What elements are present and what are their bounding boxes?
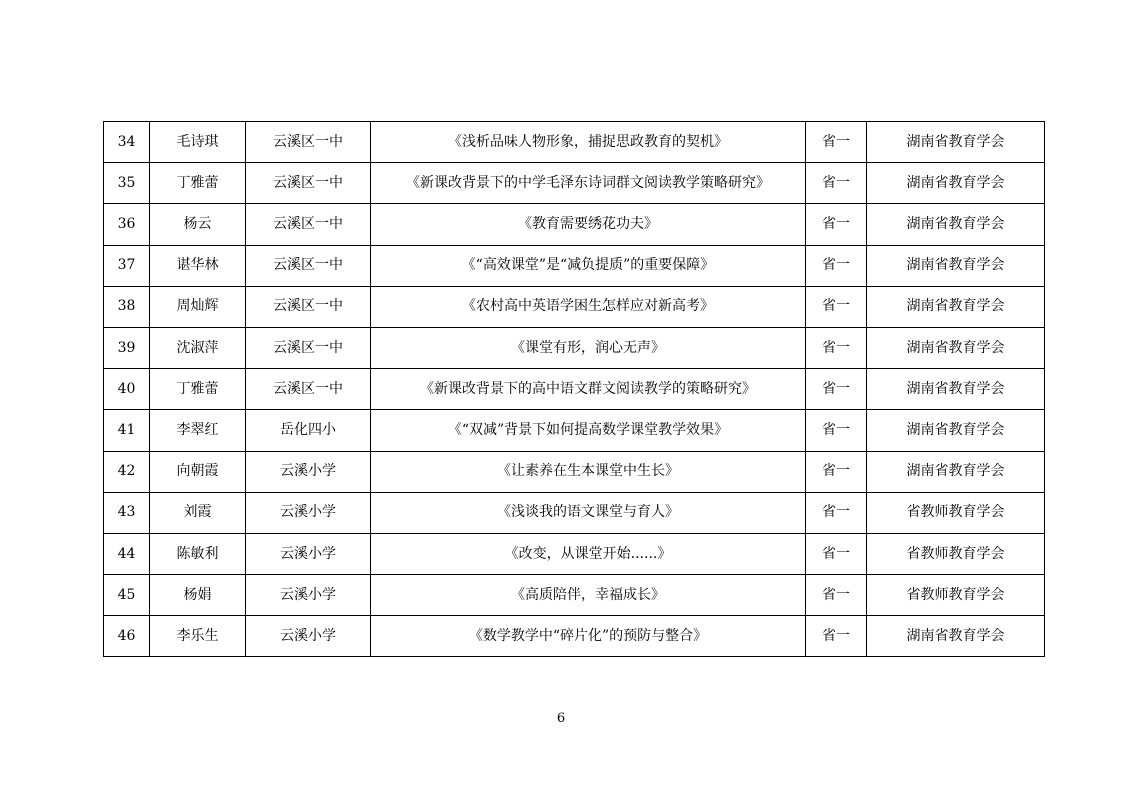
organizer-cell: 湖南省教育学会: [867, 327, 1045, 368]
award-level-cell: 省一: [806, 533, 867, 574]
award-level-cell: 省一: [806, 451, 867, 492]
table-row: [104, 369, 1045, 410]
table-row: [104, 575, 1045, 616]
author-name-cell: 周灿辉: [150, 286, 246, 327]
organizer-cell: 湖南省教育学会: [867, 410, 1045, 451]
paper-title-cell: 《农村高中英语学困生怎样应对新高考》: [371, 286, 806, 327]
organizer-cell: 省教师教育学会: [867, 575, 1045, 616]
organizer-cell: 湖南省教育学会: [867, 204, 1045, 245]
table-row: [104, 204, 1045, 245]
paper-title-cell: 《改变，从课堂开始......》: [371, 533, 806, 574]
paper-title-cell: 《高质陪伴，幸福成长》: [371, 575, 806, 616]
paper-title-cell: 《浅析品味人物形象，捕捉思政教育的契机》: [371, 122, 806, 163]
organizer-cell: 湖南省教育学会: [867, 122, 1045, 163]
award-level-cell: 省一: [806, 245, 867, 286]
table-row: [104, 533, 1045, 574]
author-name-cell: 杨娟: [150, 575, 246, 616]
school-cell: 云溪区一中: [246, 122, 371, 163]
paper-title-cell: 《浅谈我的语文课堂与育人》: [371, 492, 806, 533]
author-name-cell: 向朝霞: [150, 451, 246, 492]
school-cell: 云溪区一中: [246, 369, 371, 410]
table-row: [104, 245, 1045, 286]
award-level-cell: 省一: [806, 616, 867, 657]
table-row: [104, 122, 1045, 163]
author-name-cell: 刘霞: [150, 492, 246, 533]
school-cell: 云溪小学: [246, 616, 371, 657]
author-name-cell: 毛诗琪: [150, 122, 246, 163]
organizer-cell: 湖南省教育学会: [867, 286, 1045, 327]
author-name-cell: 沈淑萍: [150, 327, 246, 368]
award-level-cell: 省一: [806, 369, 867, 410]
author-name-cell: 丁雅蕾: [150, 163, 246, 204]
author-name-cell: 陈敏利: [150, 533, 246, 574]
table-row: [104, 327, 1045, 368]
paper-title-cell: 《教育需要绣花功夫》: [371, 204, 806, 245]
row-number-cell: 42: [104, 451, 150, 492]
author-name-cell: 杨云: [150, 204, 246, 245]
school-cell: 云溪小学: [246, 451, 371, 492]
row-number-cell: 44: [104, 533, 150, 574]
paper-title-cell: 《“高效课堂”是“减负提质”的重要保障》: [371, 245, 806, 286]
school-cell: 云溪小学: [246, 575, 371, 616]
row-number-cell: 40: [104, 369, 150, 410]
paper-title-cell: 《新课改背景下的高中语文群文阅读教学的策略研究》: [371, 369, 806, 410]
award-level-cell: 省一: [806, 286, 867, 327]
organizer-cell: 湖南省教育学会: [867, 245, 1045, 286]
paper-title-cell: 《新课改背景下的中学毛泽东诗词群文阅读教学策略研究》: [371, 163, 806, 204]
school-cell: 云溪区一中: [246, 245, 371, 286]
page-number: 6: [556, 711, 566, 726]
author-name-cell: 李乐生: [150, 616, 246, 657]
table-row: [104, 163, 1045, 204]
table-row: [104, 286, 1045, 327]
table-row: [104, 451, 1045, 492]
author-name-cell: 丁雅蕾: [150, 369, 246, 410]
row-number-cell: 38: [104, 286, 150, 327]
school-cell: 岳化四小: [246, 410, 371, 451]
school-cell: 云溪区一中: [246, 286, 371, 327]
table-row: [104, 410, 1045, 451]
award-level-cell: 省一: [806, 575, 867, 616]
school-cell: 云溪区一中: [246, 204, 371, 245]
row-number-cell: 43: [104, 492, 150, 533]
school-cell: 云溪区一中: [246, 327, 371, 368]
row-number-cell: 34: [104, 122, 150, 163]
organizer-cell: 湖南省教育学会: [867, 616, 1045, 657]
row-number-cell: 36: [104, 204, 150, 245]
row-number-cell: 46: [104, 616, 150, 657]
paper-title-cell: 《课堂有形，润心无声》: [371, 327, 806, 368]
award-level-cell: 省一: [806, 492, 867, 533]
award-level-cell: 省一: [806, 327, 867, 368]
paper-title-cell: 《“双减”背景下如何提高数学课堂教学效果》: [371, 410, 806, 451]
award-level-cell: 省一: [806, 163, 867, 204]
organizer-cell: 湖南省教育学会: [867, 451, 1045, 492]
organizer-cell: 湖南省教育学会: [867, 369, 1045, 410]
award-level-cell: 省一: [806, 122, 867, 163]
row-number-cell: 39: [104, 327, 150, 368]
table-body: [104, 122, 1045, 657]
organizer-cell: 湖南省教育学会: [867, 163, 1045, 204]
school-cell: 云溪小学: [246, 492, 371, 533]
organizer-cell: 省教师教育学会: [867, 492, 1045, 533]
awards-table: [103, 121, 1045, 657]
table-row: [104, 492, 1045, 533]
author-name-cell: 李翠红: [150, 410, 246, 451]
award-level-cell: 省一: [806, 204, 867, 245]
author-name-cell: 谌华林: [150, 245, 246, 286]
organizer-cell: 省教师教育学会: [867, 533, 1045, 574]
row-number-cell: 41: [104, 410, 150, 451]
table-row: [104, 616, 1045, 657]
paper-title-cell: 《数学教学中“碎片化”的预防与整合》: [371, 616, 806, 657]
row-number-cell: 35: [104, 163, 150, 204]
school-cell: 云溪小学: [246, 533, 371, 574]
paper-title-cell: 《让素养在生本课堂中生长》: [371, 451, 806, 492]
award-level-cell: 省一: [806, 410, 867, 451]
school-cell: 云溪区一中: [246, 163, 371, 204]
row-number-cell: 45: [104, 575, 150, 616]
row-number-cell: 37: [104, 245, 150, 286]
